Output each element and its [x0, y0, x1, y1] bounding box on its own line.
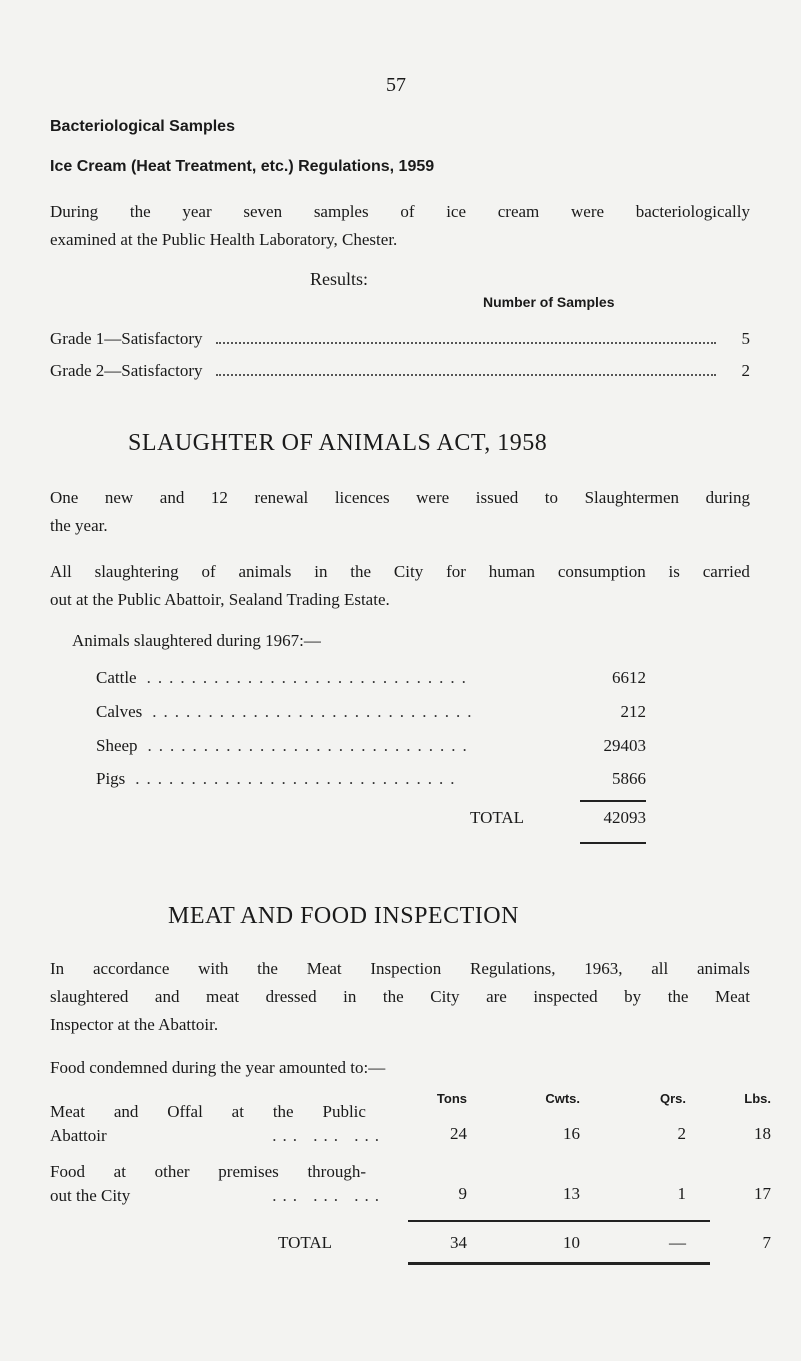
word: slaughtering [94, 562, 179, 581]
number-of-samples-header: Number of Samples [483, 294, 615, 310]
word: are [486, 987, 507, 1006]
justified-line [50, 983, 750, 1011]
column-header-tons: Tons [436, 1091, 467, 1106]
word: by [624, 987, 642, 1006]
food-total-label: TOTAL [278, 1233, 333, 1252]
word: Offal [167, 1102, 203, 1121]
grade-value: 2 [741, 361, 750, 380]
food-cell: 1 [677, 1184, 686, 1203]
food-total-cell: — [669, 1233, 686, 1252]
word: One [50, 488, 79, 507]
animal-name: Calves [96, 702, 143, 721]
animal-row [96, 769, 646, 789]
grade-label: Grade 2—Satisfactory [50, 361, 203, 380]
food-cell: 2 [677, 1124, 686, 1143]
food-cell: 9 [458, 1184, 467, 1203]
dot-leader: ............................. [147, 736, 474, 755]
grade-value: 5 [741, 329, 750, 348]
dot-leader [216, 341, 716, 344]
word: seven [243, 202, 283, 221]
dot-leader: ............................. [146, 668, 473, 687]
word: Regulations, [469, 959, 556, 978]
justified-line [50, 484, 750, 512]
food-total-cell: 10 [563, 1233, 580, 1252]
word: were [416, 488, 450, 507]
food-row-label [50, 1160, 385, 1208]
animal-name: Sheep [96, 736, 138, 755]
word: issued [475, 488, 519, 507]
word: City [393, 562, 424, 581]
column-header-lbs: Lbs. [744, 1091, 771, 1106]
word: the [667, 987, 689, 1006]
word: of [400, 202, 415, 221]
word: year [182, 202, 212, 221]
label-text: out the City [50, 1186, 131, 1205]
word: carried [702, 562, 750, 581]
word: Meat [50, 1102, 85, 1121]
licences-paragraph [50, 484, 750, 540]
dot-leader: ............................. [152, 702, 479, 721]
word: Meat [715, 987, 750, 1006]
word: the [382, 987, 404, 1006]
food-condemned-heading: Food condemned during the year amounted to:— [50, 1058, 386, 1077]
word: meat [206, 987, 240, 1006]
word: of [201, 562, 216, 581]
word: all [651, 959, 669, 978]
justified-line [50, 198, 750, 226]
word: All [50, 562, 72, 581]
slaughter-act-title: SLAUGHTER OF ANIMALS ACT, 1958 [128, 430, 548, 456]
word: Slaughtermen [584, 488, 680, 507]
animal-row [96, 702, 646, 722]
justified-line [50, 955, 750, 983]
food-cell: 24 [450, 1124, 467, 1143]
word: in [343, 987, 357, 1006]
word: inspected [533, 987, 598, 1006]
meat-paragraph [50, 955, 750, 1039]
food-total-cell: 7 [762, 1233, 771, 1252]
label-text: Abattoir [50, 1126, 107, 1145]
animal-row [96, 736, 646, 756]
word: at [113, 1162, 126, 1181]
word: in [314, 562, 328, 581]
abattoir-paragraph [50, 558, 750, 614]
grade-row [50, 329, 750, 349]
word: through- [307, 1162, 366, 1181]
word: and [159, 488, 185, 507]
word: dressed [265, 987, 317, 1006]
word: accordance [92, 959, 170, 978]
food-cell: 17 [754, 1184, 771, 1203]
dot-leader: ... ... ... [272, 1126, 385, 1145]
animal-count: 5866 [612, 769, 646, 788]
food-cell: 18 [754, 1124, 771, 1143]
word: during [705, 488, 750, 507]
word: Meat [306, 959, 342, 978]
animal-name: Cattle [96, 668, 137, 687]
justified-line [50, 1160, 366, 1184]
animals-total-value: 42093 [603, 808, 646, 827]
word: 12 [210, 488, 228, 507]
word: to [544, 488, 559, 507]
word: slaughtered [50, 987, 129, 1006]
animals-heading: Animals slaughtered during 1967:— [72, 631, 321, 650]
word: the [129, 202, 151, 221]
paragraph-line: out at the Public Abattoir, Sealand Trading Estate. [50, 590, 390, 609]
food-cell: 13 [563, 1184, 580, 1203]
sum-rule [580, 842, 646, 844]
page-number: 57 [386, 74, 406, 96]
sum-rule [408, 1220, 710, 1222]
bacteriological-heading: Bacteriological Samples [50, 118, 235, 135]
word: animals [697, 959, 750, 978]
word: the [272, 1102, 294, 1121]
word: new [104, 488, 134, 507]
paragraph-line: the year. [50, 516, 108, 535]
word: the [350, 562, 372, 581]
word: and [154, 987, 180, 1006]
justified-line [50, 1100, 366, 1124]
word: samples [313, 202, 369, 221]
word: licences [334, 488, 390, 507]
word: consumption [557, 562, 646, 581]
grade-label: Grade 1—Satisfactory [50, 329, 203, 348]
sum-rule [580, 800, 646, 802]
word: and [113, 1102, 139, 1121]
word: the [257, 959, 278, 978]
word: City [430, 987, 460, 1006]
word: for [446, 562, 466, 581]
word: human [488, 562, 536, 581]
animal-name: Pigs [96, 769, 126, 788]
meat-inspection-title: MEAT AND FOOD INSPECTION [168, 903, 519, 929]
paragraph-line: examined at the Public Health Laboratory, Chester. [50, 230, 398, 249]
ice-cream-paragraph [50, 198, 750, 254]
word: renewal [254, 488, 309, 507]
word: During [50, 202, 99, 221]
results-label: Results: [310, 269, 369, 289]
animal-count: 6612 [612, 668, 646, 687]
word: bacteriologically [635, 202, 750, 221]
sum-rule [408, 1262, 710, 1265]
animals-total-label: TOTAL [470, 808, 525, 827]
word: Inspection [370, 959, 442, 978]
word: 1963, [584, 959, 623, 978]
word: Public [322, 1102, 366, 1121]
column-header-cwts: Cwts. [545, 1091, 580, 1106]
food-row-label [50, 1100, 385, 1148]
word: is [668, 562, 680, 581]
word: animals [238, 562, 292, 581]
label-line [50, 1124, 385, 1148]
label-line [50, 1184, 385, 1208]
word: at [231, 1102, 244, 1121]
word: Food [50, 1162, 85, 1181]
column-header-qrs: Qrs. [659, 1091, 686, 1106]
dot-leader: ... ... ... [272, 1186, 385, 1205]
word: were [571, 202, 605, 221]
word: premises [218, 1162, 279, 1181]
food-total-cell: 34 [450, 1233, 467, 1252]
dot-leader: ............................. [135, 769, 462, 788]
word: ice [446, 202, 467, 221]
animal-count: 212 [620, 702, 646, 721]
animal-row [96, 668, 646, 688]
ice-cream-subheading: Ice Cream (Heat Treatment, etc.) Regulations, 1959 [50, 158, 435, 175]
grade-row [50, 361, 750, 381]
paragraph-line: Inspector at the Abattoir. [50, 1015, 219, 1034]
dot-leader [216, 373, 716, 376]
word: In [50, 959, 65, 978]
food-cell: 16 [563, 1124, 580, 1143]
word: with [198, 959, 229, 978]
animal-count: 29403 [603, 736, 646, 755]
word: other [154, 1162, 190, 1181]
justified-line [50, 558, 750, 586]
word: cream [497, 202, 540, 221]
